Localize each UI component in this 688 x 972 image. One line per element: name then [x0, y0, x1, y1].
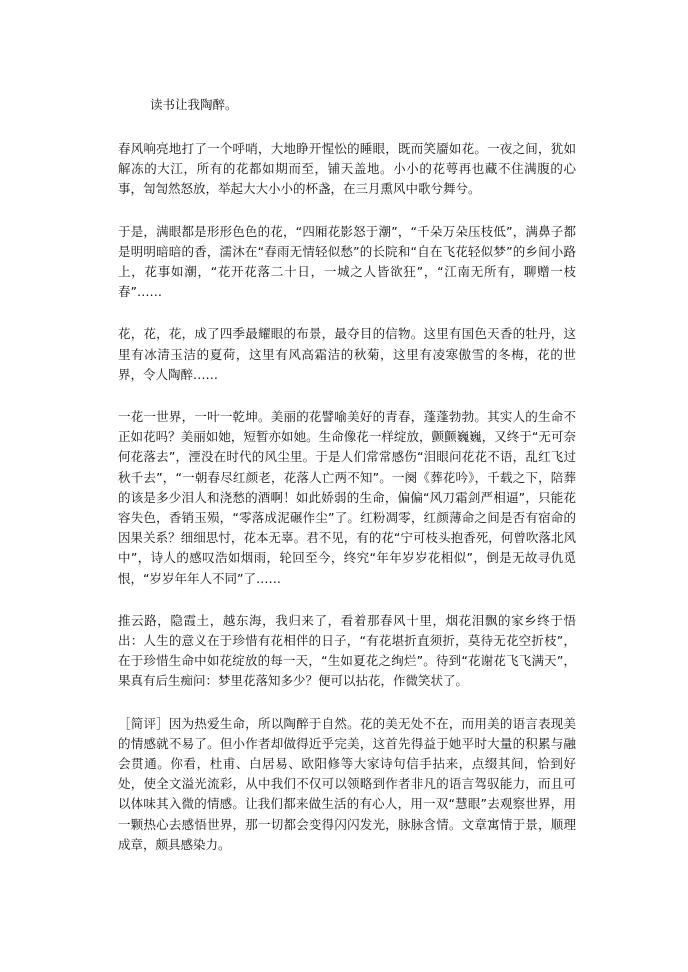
paragraph-review: ［简评］因为热爱生命，所以陶醉于自然。花的美无处不在，而用美的语言表现美的情感就不易了。但小作者却做得近乎完美，这首先得益于她平时大量的积累与融会贯通。你看，杜甫、白居易、欧阳修等大家诗句信手拈来，点缀其间，恰到好处，使全文溢光流彩，从中我们不仅可以领略到作者非凡的语言驾驭能力，而且可以体味其入微的情感。让我们都来做生活的有心人，用一双“慧眼”去观察世界，用一颗热心去感悟世界，那一切都会变得闪闪发光，脉脉含情。文章寓情于景，顺理成章，颇具感染力。 — [118, 715, 576, 852]
paragraph-flower-and-life: 一花一世界，一叶一乾坤。美丽的花譬喻美好的青春，蓬蓬勃勃。其实人的生命不正如花吗？美丽如她，短暂亦如她。生命像花一样绽放，颤颤巍巍，又终于“无可奈何花落去”，湮没在时代的风尘里。于是人们常常感伤“泪眼问花花不语，乱红飞过秋千去”，“一朝春尽红颜老，花落人亡两不知”。一阕《葬花吟》，千载之下，陪葬的该是多少泪人和浇愁的酒啊！如此娇弱的生命，偏偏“风刀霜剑严相逼”，只能花容失色，香销玉殒，“零落成泥碾作尘”了。红粉凋零，红颜薄命之间是否有宿命的因果关系？细细思忖，花本无辜。君不见，有的花“宁可枝头抱香死，何曾吹落北风中”，诗人的感叹浩如烟雨，轮回至今，终究“年年岁岁花相似”，倒是无故寻仇觅恨，“岁岁年年人不同”了…… — [118, 409, 576, 586]
document-page — [118, 95, 576, 877]
document-title: 读书让我陶醉。 — [150, 97, 238, 112]
paragraph-return-home: 推云路，隐霞土，越东海，我归来了，看着那春风十里，烟花泪飘的家乡终于悟出：人生的意义在于珍惜有花相伴的日子，“有花堪折直须折，莫待无花空折枝”，在于珍惜生命中如花绽放的每一天，“生如夏花之绚烂”。待到“花谢花飞飞满天”，果真有后生痴问：梦里花落知多少？便可以拈花，作微笑状了。 — [118, 612, 576, 689]
paragraph-spring-wind: 春风响亮地打了一个呼哨，大地睁开惺忪的睡眼，既而笑靥如花。一夜之间，犹如解冻的大江，所有的花都如期而至，铺天盖地。小小的花萼再也藏不住满腹的心事，訇訇然怒放，举起大大小小的杯盏，在三月熏风中歌兮舞兮。 — [118, 141, 576, 197]
paragraph-four-seasons: 花，花，花，成了四季最耀眼的布景，最夺目的信物。这里有国色天香的牡丹，这里有冰清玉洁的夏荷，这里有风高霜洁的秋菊，这里有凌寒傲雪的冬梅，花的世界，令人陶醉…… — [118, 326, 576, 382]
paragraph-flowers-everywhere: 于是，满眼都是形形色色的花，“四厢花影怒于潮”，“千朵万朵压枝低”，满鼻子都是明明暗暗的香，濡沐在“春雨无情轻似愁”的长院和“自在飞花轻似梦”的乡间小路上，花事如潮，“花开花落二十日，一城之人皆欲狂”，“江南无所有，聊赠一枝春”…… — [118, 223, 576, 300]
